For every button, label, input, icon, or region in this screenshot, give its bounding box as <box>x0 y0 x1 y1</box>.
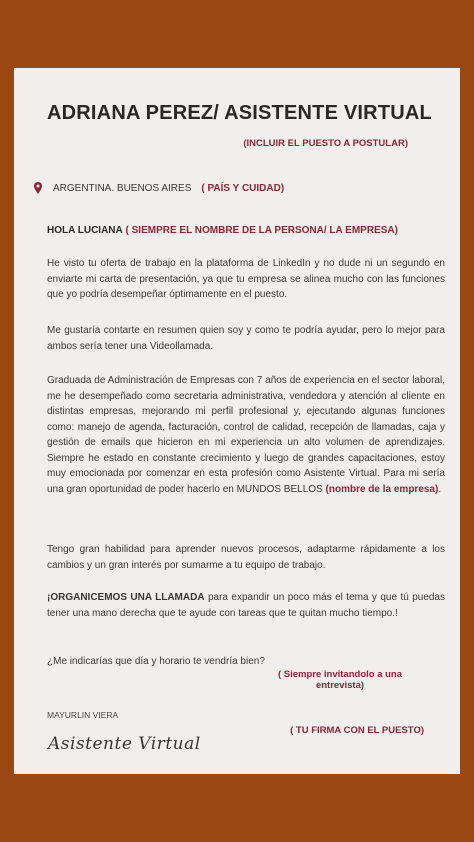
location-pin-icon <box>33 182 43 194</box>
signature-note: ( TU FIRMA CON EL PUESTO) <box>290 725 424 736</box>
letter-page <box>14 68 460 774</box>
paragraph-experience <box>47 373 445 497</box>
experience-text: Graduada de Administración de Empresas con 7 años de experiencia en el sector laboral, me he desempeñado como secretaria administrativa, vendedora y atención al cliente en distintas empresas, mejorando mi perfil profesional y, ejecutando algunas funciones como: manejo de agenda, facturación, control de calidad, recepción de llamadas, caja y gestión de emails que hicieron en mi experiencia un alto volumen de aprendizajes. Siempre he estado en constante crecimiento y luego de grandes capacitaciones, estoy muy emocionada por comenzar en esta profesión como Asistente Virtual. Para mi sería una gran oportunidad de poder hacerlo en MUNDOS BELLOS <box>47 375 445 495</box>
paragraph-skills: Tengo gran habilidad para aprender nuevos procesos, adaptarme rápidamente a los cambios y un gran interés por sumarme a tu equipo de trabajo. <box>47 544 445 571</box>
call-to-action: ¡ORGANICEMOS UNA LLAMADA <box>47 592 205 603</box>
interview-note: ( Siempre invitandolo a una entrevista) <box>277 669 403 691</box>
greeting <box>47 223 445 239</box>
company-note: (nombre de la empresa) <box>325 483 439 495</box>
location-text: ARGENTINA. BUENOS AIRES <box>53 182 192 194</box>
paragraph-summary: Me gustaría contarte en resumen quien soy y como te podría ayudar, pero lo mejor para ambos sería tener una Videollamada. <box>47 325 445 352</box>
call-text: para expandir un poco más el tema y que tú puedas tener una mano derecha que te ayude con tareas que te quitan mucho tiempo.! <box>47 592 445 619</box>
signature-script: Asistente Virtual <box>48 734 201 754</box>
paragraph-call <box>47 590 445 621</box>
experience-end: . <box>438 483 442 495</box>
title-note: (INCLUIR EL PUESTO A POSTULAR) <box>243 138 408 149</box>
location-line <box>33 182 284 194</box>
signature-name: MAYURLIN VIERA <box>47 710 119 720</box>
location-note: ( PAÍS Y CUIDAD) <box>201 182 285 194</box>
page-title: ADRIANA PEREZ/ ASISTENTE VIRTUAL <box>47 102 432 124</box>
greeting-note: ( SIEMPRE EL NOMBRE DE LA PERSONA/ LA EMPRESA) <box>125 225 398 236</box>
paragraph-schedule: ¿Me indicarías que día y horario te vendría bien? <box>47 656 265 667</box>
greeting-text: HOLA LUCIANA <box>47 225 123 236</box>
paragraph-intro: He visto tu oferta de trabajo en la plataforma de LinkedIn y no dude ni un segundo en enviarte mi carta de presentación, ya que tu empresa se alinea mucho con las funciones que yo podría desempeñar óptimamente en el puesto. <box>47 258 445 300</box>
